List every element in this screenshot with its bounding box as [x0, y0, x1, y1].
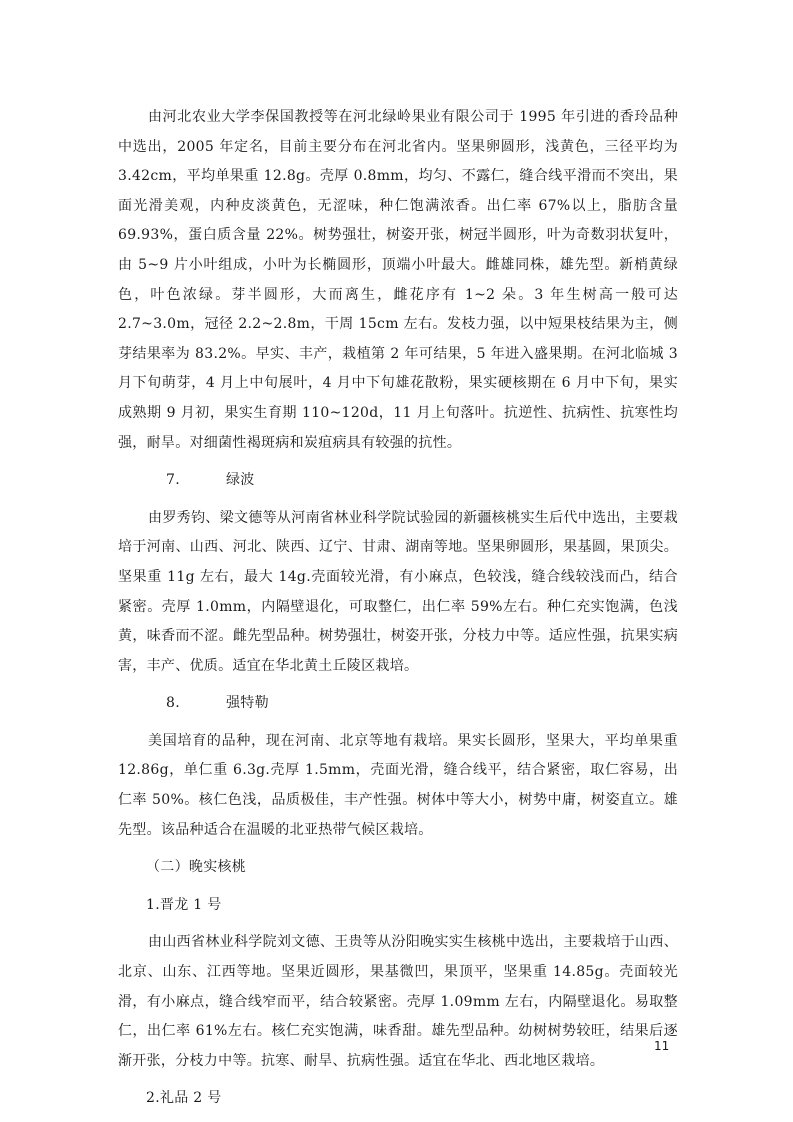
- document-body: [118, 103, 678, 1122]
- heading-number: 7.: [166, 472, 180, 489]
- variety-description-paragraph: 美国培育的品种，现在河南、北京等地有栽培。果实长圆形，坚果大，平均单果重 12.86g，单仁重 6.3g.壳厚 1.5mm，壳面光滑，缝合线平，结合紧密，取仁容易，出仁率 50%。核仁色浅，品质极佳，丰产性强。树体中等大小，树势中庸，树姿直立。雄先型。该品种适合在温暖的北亚热带气候区栽培。: [118, 732, 678, 838]
- section-heading: （二）晚实核桃: [146, 859, 247, 876]
- heading-title: 强特勒: [226, 695, 269, 712]
- heading-number: 8.: [166, 695, 180, 712]
- variety-heading-jinlong: 1.晋龙 1 号: [146, 896, 222, 913]
- variety-description-paragraph: 由罗秀钧、梁文德等从河南省林业科学院试验园的新疆核桃实生后代中选出，主要栽培于河南、山西、河北、陕西、辽宁、甘肃、湖南等地。坚果卵圆形，果基圆，果顶尖。坚果重 11g 左右，最大 14g.壳面较光滑，有小麻点，色较浅，缝合线较浅而凸，结合紧密。壳厚 1.0mm，内隔壁退化，可取整仁，出仁率 59%左右。种仁充实饱满，色浅黄，味香而不涩。雌先型品种。树势强壮，树姿开张，分枝力中等。适应性强，抗果实病害，丰产、优质。适宜在华北黄土丘陵区栽培。: [118, 509, 678, 674]
- variety-heading-lvbo: [118, 466, 678, 496]
- heading-title: 绿波: [226, 472, 255, 489]
- page-number: 11: [654, 1039, 670, 1053]
- variety-description-paragraph: 由山西省林业科学院刘文德、王贵等从汾阳晚实实生核桃中选出，主要栽培于山西、北京、山东、江西等地。坚果近圆形，果基微凹，果顶平，坚果重 14.85g。壳面较光滑，有小麻点，缝合线窄而平，结合较紧密。壳厚 1.09mm 左右，内隔壁退化。易取整仁，出仁率 61%左右。核仁充实饱满，味香甜。雄先型品种。幼树树势较旺，结果后逐渐开张，分枝力中等。抗寒、耐旱、抗病性强。适宜在华北、西北地区栽培。: [118, 934, 678, 1069]
- variety-heading-qiangtele: [118, 689, 678, 719]
- variety-description-paragraph: 由河北农业大学李保国教授等在河北绿岭果业有限公司于 1995 年引进的香玲品种中选出，2005 年定名，目前主要分布在河北省内。坚果卵圆形，浅黄色，三径平均为 3.42cm，平均单果重 12.8g。壳厚 0.8mm，均匀、不露仁，缝合线平滑而不突出，果面光滑美观，内种皮淡黄色，无涩味，种仁饱满浓香。出仁率 67%以上，脂肪含量 69.93%，蛋白质含量 22%。树势强壮，树姿开张，树冠半圆形，叶为奇数羽状复叶，由 5~9 片小叶组成，小叶为长椭圆形，顶端小叶最大。雌雄同株，雄先型。新梢黄绿色，叶色浓绿。芽半圆形，大而离生，雌花序有 1~2 朵。3 年生树高一般可达 2.7~3.0m，冠径 2.2~2.8m，干周 15cm 左右。发枝力强，以中短果枝结果为主，侧芽结果率为 83.2%。早实、丰产，栽植第 2 年可结果，5 年进入盛果期。在河北临城 3 月下旬萌芽，4 月上中旬展叶，4 月中下旬雄花散粉，果实硬核期在 6 月中下旬，果实成熟期 9 月初，果实生育期 110~120d，11 月上旬落叶。抗逆性、抗病性、抗寒性均强，耐旱。对细菌性褐斑病和炭疽病具有较强的抗性。: [118, 109, 678, 451]
- variety-heading-lipin: 2.礼品 2 号: [146, 1090, 222, 1107]
